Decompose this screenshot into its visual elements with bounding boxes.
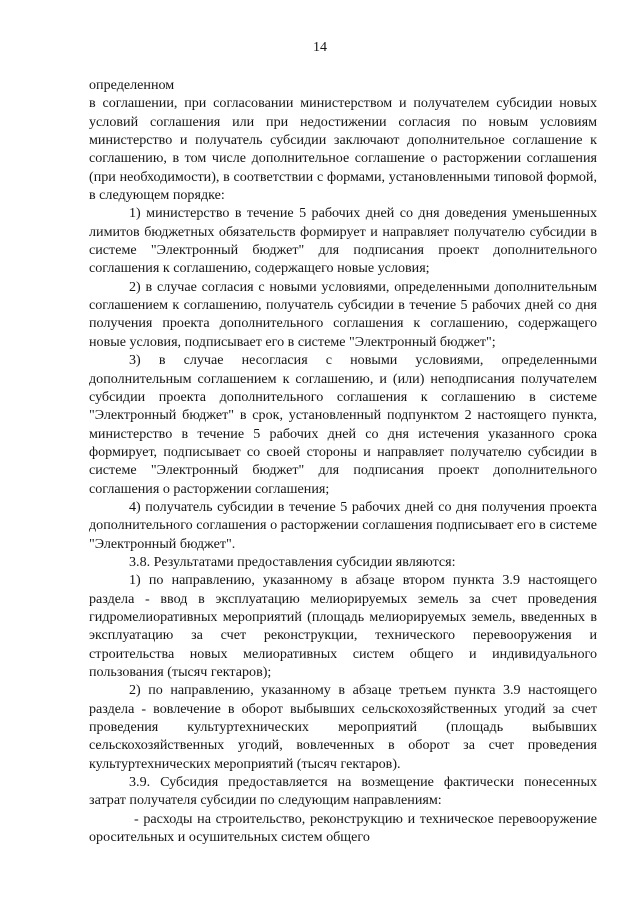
- paragraph-item-3: 3) в случае несогласия с новыми условиями, определенными дополнительным соглашением к соглашению, и (или) неподписания получателем субсидии проекта дополнительного соглашения к соглашению в системе "Электронный бюджет" в срок, установленный подпунктом 2 настоящего пункта, министерство в течение 5 рабочих дней со дня истечения указанного срока формирует, подписывает со своей стороны и направляет получателю субсидии в системе "Электронный бюджет" для подписания проект дополнительного соглашения о расторжении соглашения;: [89, 352, 597, 497]
- paragraph-section-3-8: 3.8. Результатами предоставления субсидии являются:: [129, 553, 456, 570]
- paragraph-item-4: 4) получатель субсидии в течение 5 рабочих дней со дня получения проекта дополнительного соглашения о расторжении соглашения подписывает его в системе "Электронный бюджет".: [89, 498, 597, 552]
- paragraph-continuation-heading: определенном: [89, 77, 175, 93]
- paragraph-section-3-9: 3.9. Субсидия предоставляется на возмещение фактически понесенных затрат получателя субсидии по следующим направлениям:: [89, 774, 597, 809]
- paragraph-result-2: 2) по направлению, указанному в абзаце третьем пункта 3.9 настоящего раздела - вовлечение в оборот выбывших сельскохозяйственных угодий за счет проведения культуртехнических мероприятий (площадь выбывших сельскохозяйственных угодий, вовлеченных в оборот за счет проведения культуртехнических мероприятий (тысяч гектаров).: [89, 682, 597, 772]
- paragraph-item-2: 2) в случае согласия с новыми условиями, определенными дополнительным соглашением к соглашению, получатель субсидии в течение 5 рабочих дней со дня получения проекта дополнительного соглашения к соглашению, содержащего новые условия, подписывает его в системе "Электронный бюджет";: [89, 278, 597, 350]
- document-body: [89, 76, 597, 846]
- paragraph-expense-item: - расходы на строительство, реконструкцию и техническое перевооружение оросительных и осушительных систем общего: [89, 810, 597, 846]
- paragraph-agreement-intro: в соглашении, при согласовании министерством и получателем субсидии новых условий соглашения или при недостижении согласия по новым условиям министерство и получатель субсидии заключают дополнительное соглашение к соглашению, в том числе дополнительное соглашение о расторжении соглашения (при необходимости), в соответствии с формами, установленными типовой формой, в следующем порядке:: [89, 95, 597, 204]
- paragraph-result-1: 1) по направлению, указанному в абзаце втором пункта 3.9 настоящего раздела - ввод в эксплуатацию мелиорируемых земель за счет проведения гидромелиоративных мероприятий (площадь мелиорируемых земель, введенных в эксплуатацию за счет реконструкции, технического перевооружения и строительства новых мелиоративных систем общего и индивидуального пользования (тысяч гектаров);: [89, 572, 597, 680]
- paragraph-item-1: 1) министерство в течение 5 рабочих дней со дня доведения уменьшенных лимитов бюджетных обязательств формирует и направляет получателю субсидии в системе "Электронный бюджет" для подписания проект дополнительного соглашения к соглашению, содержащего новые условия;: [89, 205, 597, 277]
- page-number: 14: [313, 40, 327, 55]
